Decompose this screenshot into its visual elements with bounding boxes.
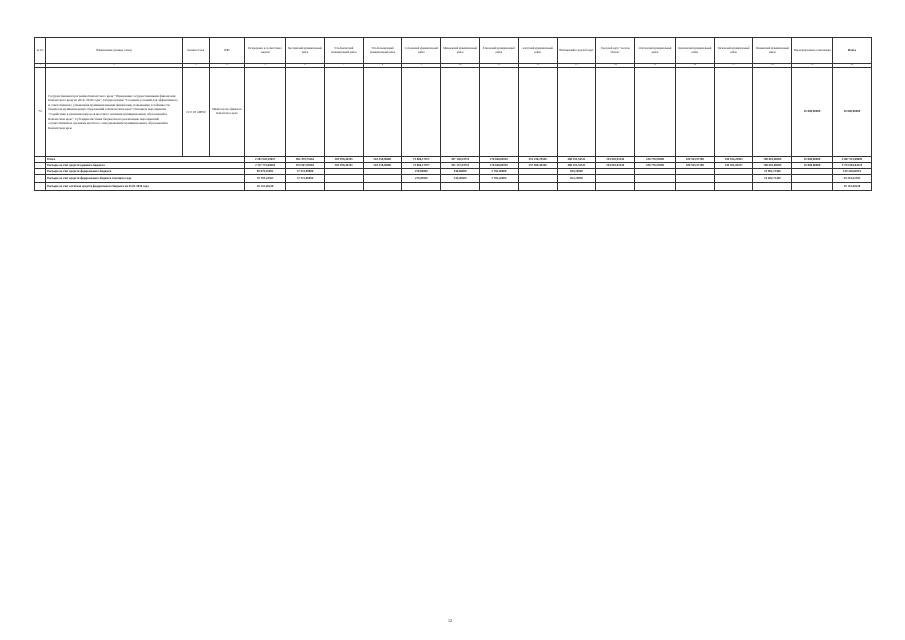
column-number: 10: [441, 64, 480, 68]
column-number: 11: [479, 64, 518, 68]
header-cell: Елизовский муниципальный район: [479, 38, 518, 64]
row-code: 19 3 03 40850: [182, 68, 209, 157]
summary-value: 238 776,59589: [635, 163, 676, 169]
summary-value: [753, 183, 792, 191]
summary-value: 5 782,40000: [479, 169, 518, 175]
page-number: 12: [448, 618, 452, 623]
summary-value: 892 479,73363: [286, 157, 325, 163]
header-cell: № п/п: [35, 38, 46, 64]
summary-value: 194 981,91444: [596, 163, 635, 169]
summary-value: [714, 175, 753, 183]
summary-value: 218 518,96081: [363, 163, 402, 169]
summary-label: Расходы за счет средств краевого бюджета: [46, 163, 245, 169]
header-cell: Соболевский муниципальный район: [402, 38, 441, 64]
summary-value: [518, 175, 557, 183]
summary-row: [35, 183, 872, 191]
summary-value: 391 137,94751: [441, 163, 480, 169]
header-cell: ГРБС: [209, 38, 245, 64]
summary-value: 5 867 513,08609: [833, 157, 872, 163]
row-unallocated: 10 000,00000: [792, 68, 833, 157]
header-cell: Наименование (целевые статьи): [46, 38, 183, 64]
row-number: 72: [35, 68, 46, 157]
summary-value: 17 531,89800: [286, 169, 325, 175]
summary-row: [35, 175, 872, 183]
summary-value: 19 962,71460: [753, 175, 792, 183]
summary-value: 194 981,91444: [596, 157, 635, 163]
table-header-row: [35, 38, 872, 64]
column-number: 1: [35, 64, 46, 68]
summary-value: [596, 175, 635, 183]
column-number: 19: [792, 64, 833, 68]
header-cell: Итого: [833, 38, 872, 64]
summary-value: [286, 183, 325, 191]
summary-value: [675, 175, 714, 183]
summary-value: 29 161,69428: [245, 183, 286, 191]
summary-value: [714, 183, 753, 191]
summary-value: 303 878,44181: [324, 163, 363, 169]
summary-value: 488 191,54511: [557, 157, 596, 163]
summary-value: [675, 183, 714, 191]
summary-value: 397 138,54751: [441, 157, 480, 163]
column-number: 3: [182, 64, 209, 68]
row-description: Государственная программа Камчатского края "Управление государственными финансами Камчатского края на 2014–2018 годы", Подпрограмма "Создание условий для эффективного и ответственного управления муниципальными финансами, повышения устойчивости бюджетов муниципальных образований в Камчатском крае" Основное мероприятие "Содействие в решении вопросов местного значения муниципальных образований в Камчатском крае". Субсидии местным бюджетам на реализацию мероприятий, осуществляемых органами местного самоуправления муниципальных образований в Камчатском крае: [46, 68, 183, 157]
summary-value: [479, 183, 518, 191]
row-total: 10 000,00000: [833, 68, 872, 157]
column-number: 9: [402, 64, 441, 68]
column-number: 16: [675, 64, 714, 68]
column-number: 17: [714, 64, 753, 68]
summary-value: 10 000,00000: [792, 163, 833, 169]
header-cell: Тигильский муниципальный район: [714, 38, 753, 64]
header-cell: Распределено в соответствии с законом: [245, 38, 286, 64]
column-number: 14: [596, 64, 635, 68]
summary-value: [792, 183, 833, 191]
header-cell: Быстринский муниципальный район: [286, 38, 325, 64]
summary-value: 17 531,89800: [286, 175, 325, 183]
summary-label: Расходы за счет средств федерального бюджета текущего года: [46, 175, 245, 183]
summary-value: [557, 183, 596, 191]
header-cell: Вилючинский городской округ: [557, 38, 596, 64]
summary-value: [324, 175, 363, 183]
header-cell: Городской округ "поселок Палана": [596, 38, 635, 64]
header-cell: Пенжинский муниципальный район: [753, 38, 792, 64]
summary-value: [635, 175, 676, 183]
summary-value: [363, 183, 402, 191]
summary-value: [363, 175, 402, 183]
summary-label: Расходы за счет остатков средств федерального бюджета на 01.01.2016 года: [46, 183, 245, 191]
summary-value: 29 161,69428: [833, 183, 872, 191]
column-number: 6: [286, 64, 325, 68]
summary-value: 470,00000: [402, 169, 441, 175]
summary-value: 470,00000: [402, 175, 441, 183]
summary-value: 357 580,38346: [518, 163, 557, 169]
summary-value: 654,10000: [557, 175, 596, 183]
column-number: 13: [557, 64, 596, 68]
header-cell: Целевая статья: [182, 38, 209, 64]
summary-value: [596, 183, 635, 191]
summary-value: 874 947,99363: [286, 163, 325, 169]
summary-value: [518, 183, 557, 191]
column-number: 12: [518, 64, 557, 68]
header-cell: Мильковский муниципальный район: [441, 38, 480, 64]
column-number: 18: [753, 64, 792, 68]
summary-value: 10 000,00000: [792, 157, 833, 163]
summary-value: 95 254,91363: [833, 175, 872, 183]
header-cell: Олюторский муниципальный район: [635, 38, 676, 64]
summary-value: 55 795,42363: [245, 175, 286, 183]
summary-value: [635, 183, 676, 191]
document-page: [34, 37, 872, 191]
summary-label: Итого: [46, 157, 245, 163]
header-cell: Алеутский муниципальный район: [518, 38, 557, 64]
summary-value: 218 518,96081: [363, 157, 402, 163]
summary-value: 176 648,06555: [479, 157, 518, 163]
summary-value: [402, 183, 441, 191]
summary-value: 73 866,17677: [402, 163, 441, 169]
column-number: 4: [209, 64, 245, 68]
summary-value: 189 535,57189: [675, 163, 714, 169]
summary-value: 238 776,59589: [635, 157, 676, 163]
summary-value: 176 648,06555: [479, 163, 518, 169]
column-number: 15: [635, 64, 676, 68]
table-row: [35, 68, 872, 157]
summary-value: 5 782,40000: [479, 175, 518, 183]
row-grbs: Министерство финансов Камчатского края: [209, 68, 245, 157]
column-number: 7: [324, 64, 363, 68]
summary-value: 2 281 920,29657: [245, 157, 286, 163]
summary-value: 189 535,57189: [675, 157, 714, 163]
summary-value: 130 391,04237: [714, 163, 753, 169]
summary-value: 120 418,60391: [833, 169, 872, 175]
summary-value: [441, 183, 480, 191]
summary-value: 303 878,44181: [324, 157, 363, 163]
summary-value: 708 601,08285: [753, 163, 792, 169]
column-number: 5: [245, 64, 286, 68]
header-cell: Усть-Камчатский муниципальный район: [324, 38, 363, 64]
budget-table: [34, 37, 872, 191]
summary-value: 73 866,17677: [402, 157, 441, 163]
summary-value: 708 601,08285: [753, 157, 792, 163]
column-number: 20: [833, 64, 872, 68]
column-number: 2: [46, 64, 183, 68]
summary-value: 5 754 994,84218: [833, 163, 872, 169]
summary-value: 540,00000: [441, 175, 480, 183]
summary-value: 540,00000: [441, 169, 480, 175]
summary-value: 2 117 773,68564: [245, 163, 286, 169]
summary-value: [324, 183, 363, 191]
summary-value: 85 979,16091: [245, 169, 286, 175]
summary-value: 654,10000: [557, 169, 596, 175]
summary-value: [792, 175, 833, 183]
header-cell: Усть-Большерецкий муниципальный район: [363, 38, 402, 64]
header-cell: Карагинский муниципальный район: [675, 38, 714, 64]
header-cell: Нераспределенные ассигнования: [792, 38, 833, 64]
summary-value: 351 236,78346: [518, 157, 557, 163]
summary-label: Расходы за счет средств федерального бюджета: [46, 169, 245, 175]
summary-value: 150 354,24992: [714, 157, 753, 163]
column-number: 8: [363, 64, 402, 68]
summary-value: 488 191,54511: [557, 163, 596, 169]
summary-value: 19 962,71460: [753, 169, 792, 175]
